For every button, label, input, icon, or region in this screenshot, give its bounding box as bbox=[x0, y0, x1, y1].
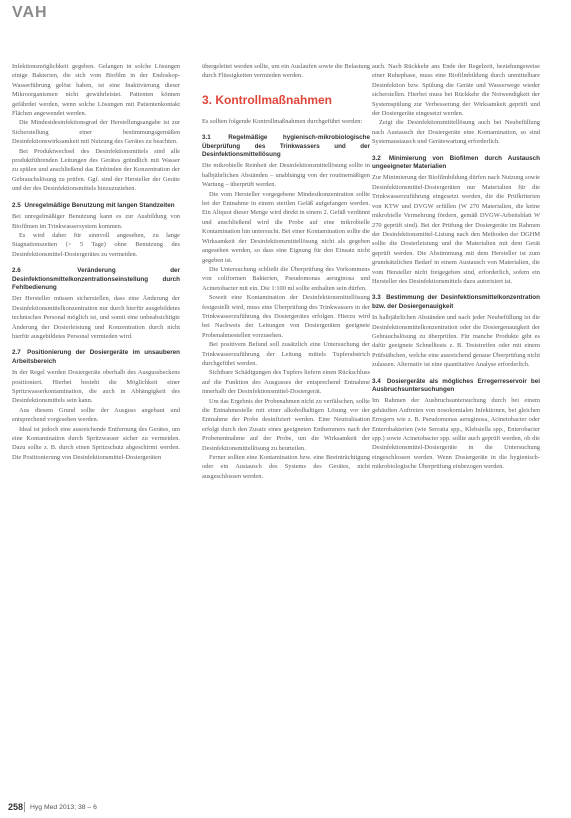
section-heading-3-2: 3.2 Minimierung von Biofilmen durch Austausch ungeeigneter Materialien bbox=[372, 154, 540, 171]
paragraph: Infektionsmöglichkeit gegeben. Gelangen in solche Lösungen einige Bakterien, die sich vom Biofilm in der Endoskop-Wasserführung gelöst haben, ist eine Inaktivierung dieser Mikroorganismen nicht gewährleistet. Patienten können gefährdet werden, wenn solche Lösungen mit Patientenkontakt Flächen angewendet werden. bbox=[12, 63, 180, 118]
publisher-logo: VAH bbox=[12, 4, 48, 21]
paragraph: Die vom Hersteller vorgegebene Mindestkonzentration sollte bei der Entnahme in einem sterilen Gefäß aufgefangen werden. Ein Aliquot dieser Menge wird direkt in einem 2. Gefäß verdünnt und anschließend wird die Probe auf eine mikrobielle Kontamination hin untersucht. Bei einer Kontamination sollte die Wirksamkeit der Desinfektionsmittellösung nicht als gegeben angesehen werden, so dass eine Eignung für den Einsatz nicht gegeben ist. bbox=[202, 190, 370, 264]
section-heading-3-4: 3.4 Dosiergeräte als mögliches Erregerreservoir bei Ausbruchsuntersuchungen bbox=[372, 377, 540, 393]
paragraph: Die Untersuchung schließt die Überprüfung des Vorkommens von coliformen Bakterien, Pseudomonas aeruginosa und Acinetobacter mit ein. Die 1:100 ml sollte enthalten sein dürfen. bbox=[202, 265, 370, 292]
paragraph: Die mikrobielle Reinheit der Desinfektionsmittellösung sollte in halbjährlichen Abständen – unabhängig von der routinemäßigen Wartung – überprüft werden. bbox=[202, 162, 370, 189]
paragraph: auch. Nach Rückkehr ans Ende der Regelzeit, beziehungsweise einer Ruhephase, muss eine Biofilmbildung durch unmittelbare Desinfektion bzw. Spülung die Geräte und Wasserwege wieder sicherstellen. Hierbei muss bei Rückkehr die Notwendigkeit der Systemspülung zur Verbesserung der Wirksamkeit geprüft und der Dosiergeräte eingesetzt werden. bbox=[372, 63, 540, 118]
paragraph: Aus diesem Grund sollte der Ausguss angebaut und entsprechend vorgesehen werden. bbox=[12, 406, 180, 424]
paragraph: In halbjährlichen Abständen und nach jeder Neubefüllung ist die Desinfektionsmittelkonzentration oder die Dosiergenauigkeit der Gebrauchslösung zu überprüfen. Für manche Produkte gibt es dafür geeignete Schnelltests z. B. Teststreifen oder mit einem Prüfstäbchen, welche eine ausreichend genaue Überprüfung nicht zulassen. Alternativ ist eine quantitative Analyse erforderlich. bbox=[372, 314, 540, 369]
section-heading-2-6: 2.6 Veränderung der Desinfektionsmittelkonzentrationseinstellung durch Fehlbedienung bbox=[12, 267, 180, 291]
paragraph: Im Rahmen der Ausbruchsuntersuchung durch bei einem gehäuften Auftreten von nosokomialen Infektionen, bei gleichen Erregern wie z. B. Pseudomonas aeruginosa, Acinetobacter oder Enterobakterien (wie Serratia spp., Klebsiella spp., Enterobacter spp.) sowie Acinetobacter spp. sollte auch geprüft werden, ob die Desinfektionsmittel-Dosiergeräte in die Untersuchung eingeschlossen werden. Wenn Dosiergeräte in die hygienisch-mikrobiologische Überprüfung einbezogen werden. bbox=[372, 397, 540, 471]
paragraph: Bei Produktwechsel des Desinfektionsmittels sind alle produktführenden Leitungen des Gerätes gründlich mit Wasser zu spülen und anschließend das Einbinden der Konzentration der Gebrauchslösung zu prüfen. Ggf. sind der Hersteller der Geräte und der des Desinfektionsmittels hinzuzuziehen. bbox=[12, 147, 180, 193]
text-column-3 bbox=[372, 62, 540, 472]
paragraph: Der Hersteller müssen sicherstellen, dass eine Änderung der Desinfektionsmittelkonzentration nur durch hierfür ausgebildetes technisches Personal möglich ist, und somit eine unbeabsichtigte Änderung der Dosierleistung und Konzentration durch nicht hierfür ausgebildetes Personal vermieden wird. bbox=[12, 295, 180, 340]
paragraph: Um das Ergebnis der Probenahmen nicht zu verfälschen, sollte die Entnahmestelle mit einer alkoholhaltigen Lösung vor der Entnahme der Probe desinfiziert werden. Eine Neutralisation erfolgt durch den Zusatz eines geeigneten Enthemmers nach der Probenentnahme auf der Probe, um die Wirksamkeit der Desinfektionsmittellösung zu beurteilen. bbox=[202, 397, 370, 452]
section-heading-3-1: 3.1 Regelmäßige hygienisch-mikrobiologische Überprüfung des Trinkwassers und der Desinfektionsmittellösung bbox=[202, 134, 370, 159]
footer-divider bbox=[24, 802, 25, 812]
paragraph: Zeigt die Desinfektionsmittellösung auch bei Neubefüllung nach Austausch der Dosiergeräte eine Kontamination, so sind Systemaustausch und Gerätewartung erforderlich. bbox=[372, 119, 540, 146]
text-column-1 bbox=[12, 62, 180, 462]
section-heading-3-3: 3.3 Bestimmung der Desinfektionsmittelkonzentration bzw. der Dosiergenauigkeit bbox=[372, 294, 540, 310]
paragraph: Die Mindestdesinfektionsgrad der Herstellungsangabe ist zur Sicherstellung einer bestimmungsgemäßen Desinfektionswirksamkeit mit Nutzung des Gerätes zu beachten. bbox=[12, 119, 180, 146]
section-title-kontrollmassnahmen: 3. Kontrollmaßnahmen bbox=[202, 92, 333, 107]
section-heading-2-5: 2.5 Unregelmäßige Benutzung mit langen Standzeiten bbox=[12, 201, 175, 209]
paragraph: Sichtbare Schädigungen des Tupfers liefern einen Rückschluss auf die Funktion des Ausgusses der entsprechend Entnahme innerhalb der Desinfektionsmittel-Dosiergerät. bbox=[202, 369, 370, 396]
journal-issue: Hyg Med 2013; 38 – 6 bbox=[30, 804, 97, 811]
paragraph: Ferner sollten eine Kontamination bzw. eine Beeinträchtigung oder ein Austausch des Systems des Gerätes, nicht ausgeschlossen werden. bbox=[202, 454, 370, 480]
paragraph: Zur Minimierung der Biofilmbildung dürfen nach Nutzung sowie Desinfektionsmittel-Dosiergeräten nur Materialien für die Trinkwasserzuführung eingesetzt werden, die die Prüfkriterien von KTW und DVGW erfüllen (W 270 Materialien, die keine mikrobielle Vermehrung fördern, gemäß DVGW-Arbeitsblatt W 270 geprüft sind). Bei der Prüfung der Dosiergeräte im Rahmen der Desinfektionsmittel-Listung nach den Methoden der DGHM sollte die Dosierleistung und die Materialien mit dem Gerät geprüft werden. Die Abstimmung mit dem Hersteller ist zum grundsätzlichen Bedarf in einem Austausch von Materialien, die vom Hersteller nicht freigegeben sind, erforderlich, sofern ein Hersteller des Desinfektionsmittels dazu autorisiert ist. bbox=[372, 174, 540, 285]
paragraph: übergeleitet werden sollte, um ein Auslaufen sowie die Belastung durch Flüssigkeiten vermieden werden. bbox=[202, 63, 370, 80]
page-footer bbox=[0, 796, 571, 818]
paragraph: Soweit eine Kontamination der Desinfektionsmittellösung festgestellt wird, muss eine Überprüfung des Trinkwassers in der Trinkwasserzuführung des Dosiergerätes erfolgen. Hierzu wird bei Nachweis der Leitungen von Dosiergeräten geeignete Probenahmestellen vorzusehen. bbox=[202, 294, 370, 339]
paragraph: Bei unregelmäßiger Benutzung kann es zur Ausbildung von Biofilmen im Trinkwassersystem kommen. bbox=[12, 213, 180, 230]
paragraph: Es wird daher für sinnvoll angesehen, zu lange Stagnationszeiten (> 5 Tage) ohne Benutzung des Desinfektionsmittel-Dosiergerätes zu vermeiden. bbox=[12, 231, 180, 258]
page-number: 258 bbox=[8, 802, 24, 812]
paragraph: Bei positivem Befund soll zusätzlich eine Untersuchung der Trinkwasserzuführung der Leitung mittels Tupferabstrich durchgeführt werden. bbox=[202, 341, 370, 367]
text-column-2 bbox=[202, 62, 370, 481]
paragraph: Es sollten folgende Kontrollmaßnahmen durchgeführt werden: bbox=[202, 117, 363, 125]
paragraph: Ideal ist jedoch eine ausreichende Entfernung des Gerätes, um eine Kontamination durch Spritzwasser sicher zu vermeiden. Dazu sollte z. B. durch einen Spritzschutz abgeschirmt werden. Die Positionierung von Desinfektionsmittel-Dosiergeräten bbox=[12, 425, 180, 461]
paragraph: In der Regel werden Dosiergeräte oberhalb des Ausgussbeckens positioniert. Hierbei besteht die Möglichkeit einer Spritzwasserkontamination, die auch in Abhängigkeit des Desinfektionsmittels sein kann. bbox=[12, 369, 180, 405]
section-heading-2-7: 2.7 Positionierung der Dosiergeräte im unsauberen Arbeitsbereich bbox=[12, 349, 181, 365]
